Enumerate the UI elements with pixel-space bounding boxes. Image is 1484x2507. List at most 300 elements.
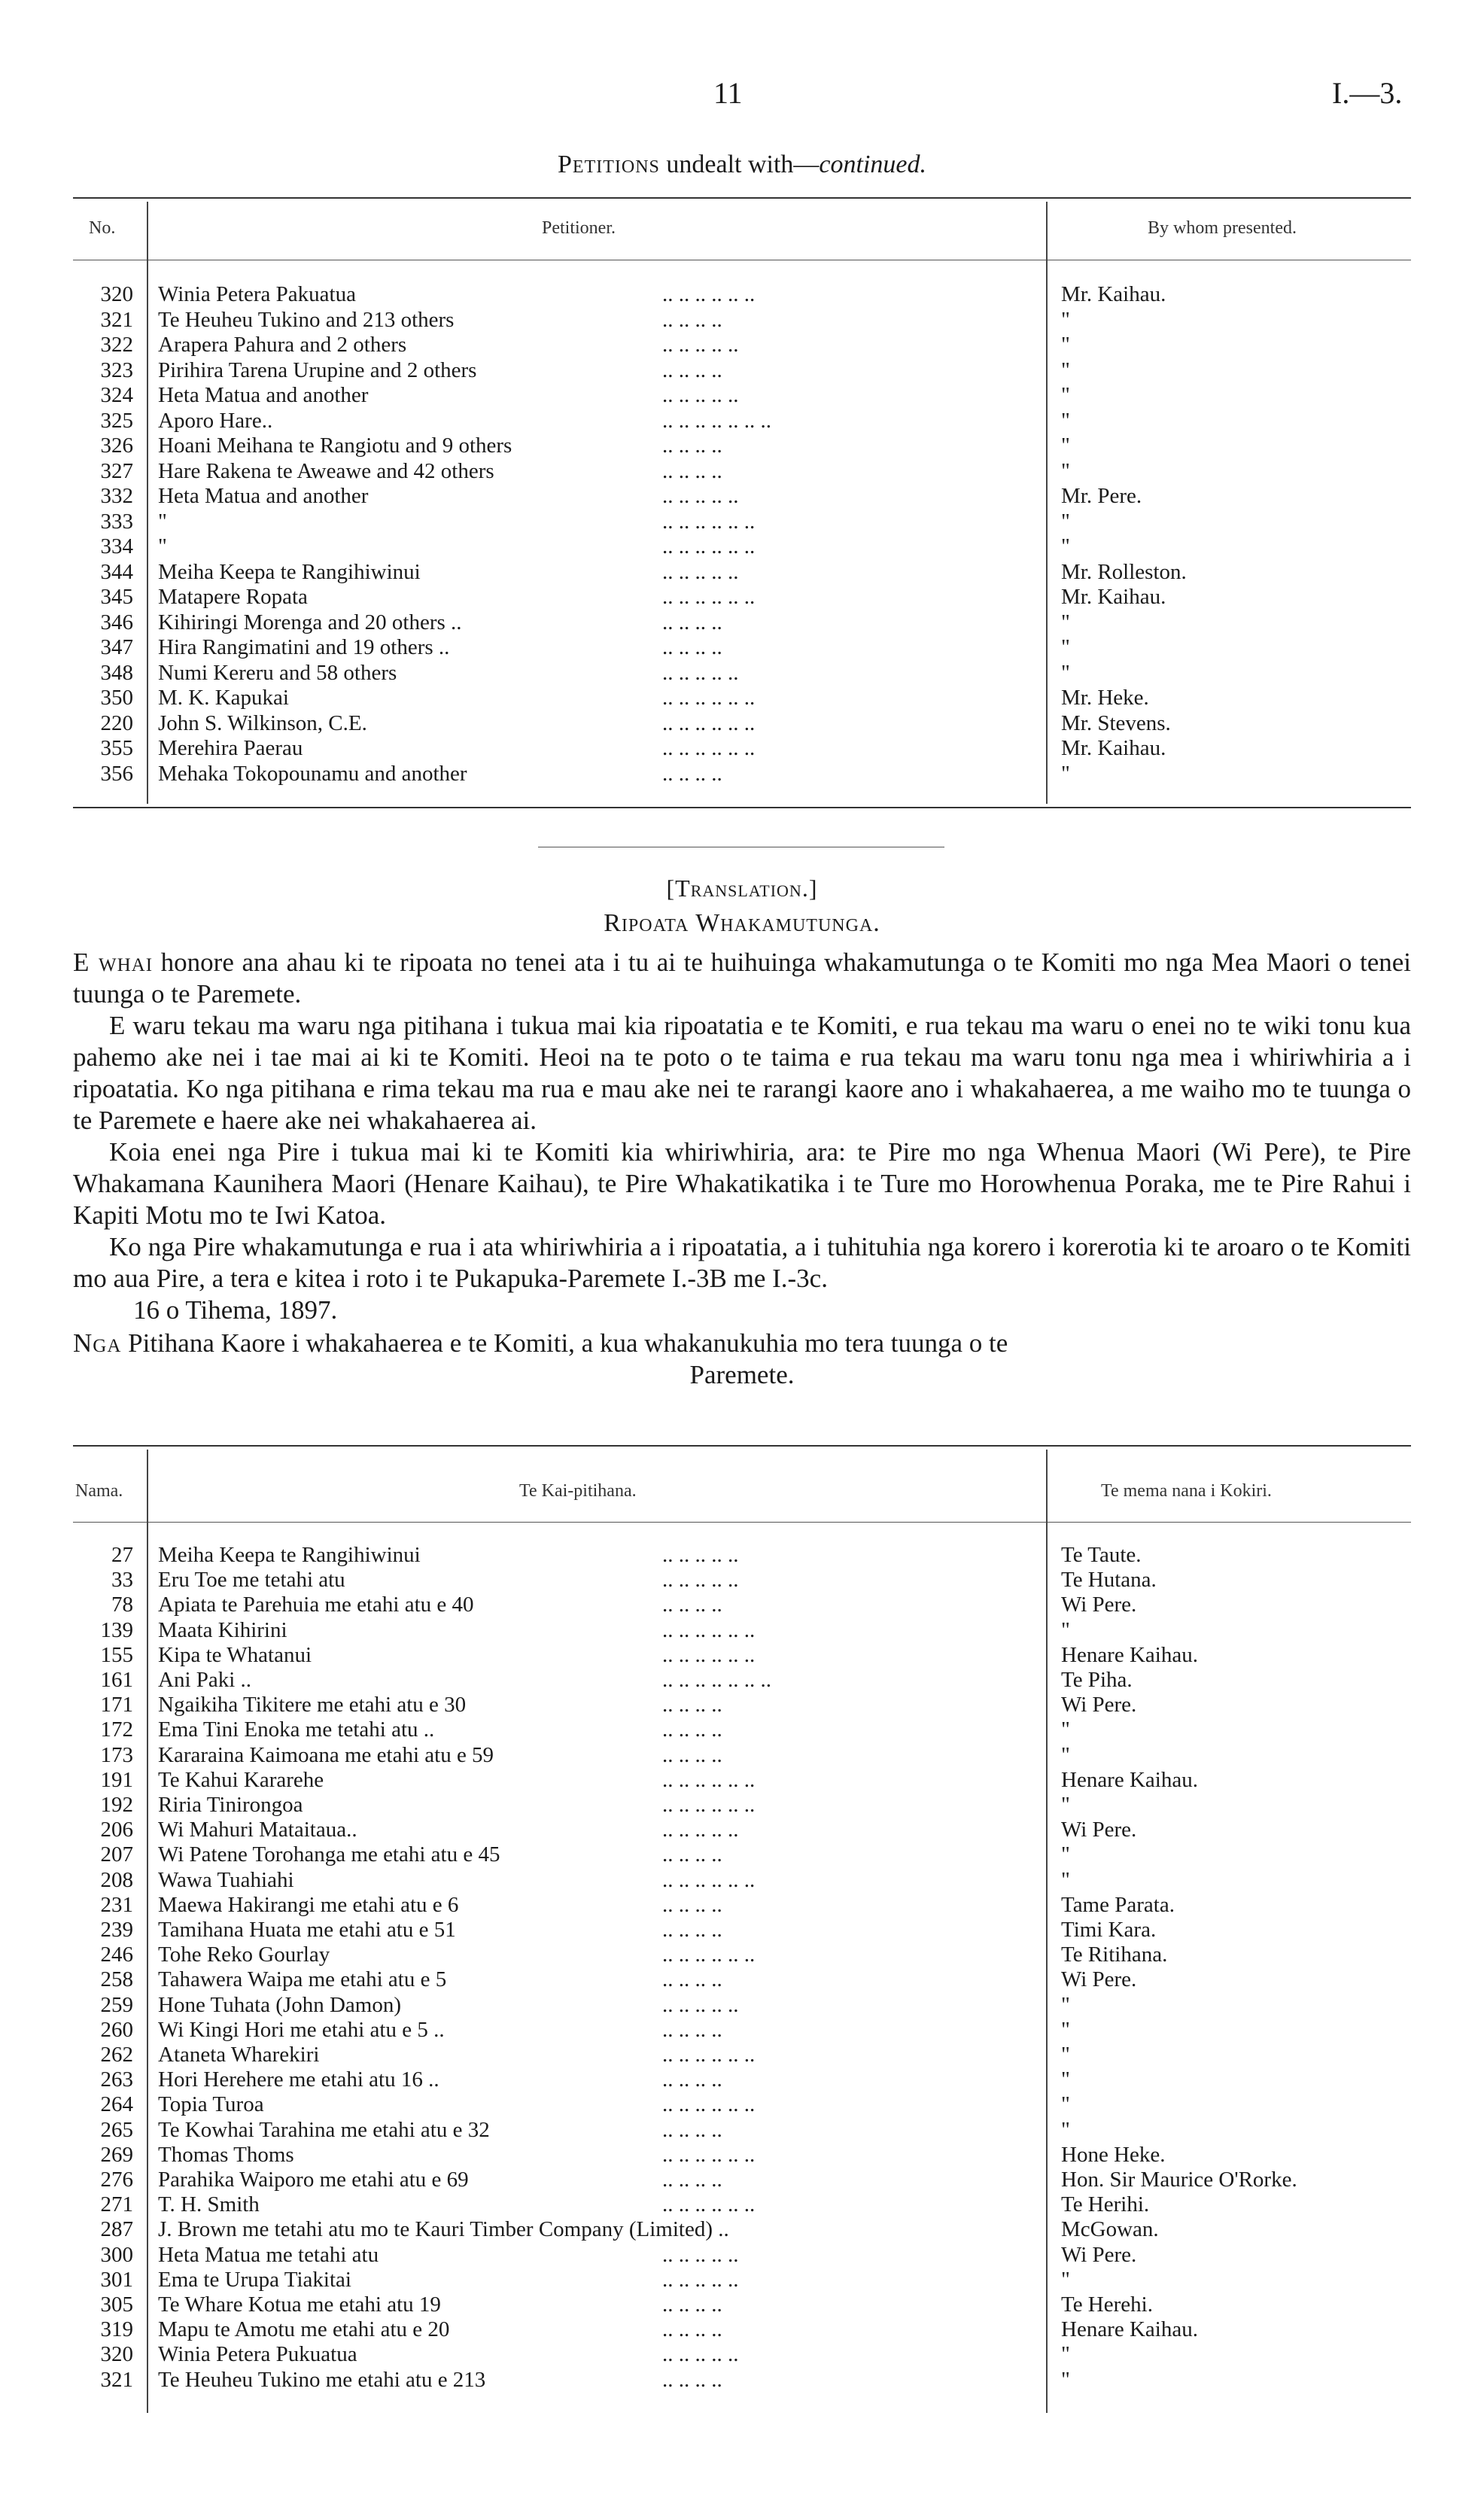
table2-cell-dots: .. .. .. .. <box>662 2168 722 2192</box>
table1-cell-no: 345 <box>100 585 133 609</box>
table1-row <box>0 358 1484 382</box>
table2-cell-by: Te Hutana. <box>1061 1568 1157 1593</box>
table1-row <box>0 282 1484 306</box>
table1-cell-no: 324 <box>100 383 133 407</box>
table2-cell-by: " <box>1061 1867 1070 1892</box>
table2-cell-by: Wi Pere. <box>1061 1818 1137 1842</box>
table2-cell-name: Kararaina Kaimoana me etahi atu e 59 <box>158 1742 494 1767</box>
report-paragraph-1-text: honore ana ahau ki te ripoata no tenei ata i tu ai te huihuinga whakamutunga o te Komiti mo nga Mea Maori o tenei tuunga o te Paremete. <box>73 948 1411 1009</box>
table2-cell-dots: .. .. .. .. .. <box>662 1818 739 1842</box>
table2-cell-no: 33 <box>111 1568 133 1593</box>
table1-cell-dots: .. .. .. .. .. <box>662 333 739 357</box>
table1-cell-no: 333 <box>100 509 133 534</box>
table2-cell-no: 265 <box>100 2117 133 2142</box>
table1-cell-name: " <box>158 509 167 534</box>
table1-cell-dots: .. .. .. .. <box>662 635 722 659</box>
table2-cell-no: 208 <box>100 1867 133 1892</box>
table2-cell-dots: .. .. .. .. .. <box>662 2267 739 2292</box>
table2-row <box>0 2143 1484 2167</box>
table2-cell-name: Eru Toe me tetahi atu <box>158 1568 345 1593</box>
table2-cell-by: " <box>1061 1617 1070 1642</box>
table2-cell-name: Meiha Keepa te Rangihiwinui <box>158 1543 421 1567</box>
table2-cell-dots: .. .. .. .. .. <box>662 2242 739 2267</box>
table1-cell-name: Te Heuheu Tukino and 213 others <box>158 307 455 332</box>
table2-cell-no: 319 <box>100 2317 133 2342</box>
table2-cell-dots: .. .. .. .. .. .. <box>662 2142 756 2167</box>
table2-row <box>0 1893 1484 1917</box>
table1-row <box>0 534 1484 558</box>
table2-cell-dots: .. .. .. .. .. .. .. <box>662 1668 771 1692</box>
table1-row <box>0 383 1484 407</box>
table1-cell-by: Mr. Pere. <box>1061 484 1142 508</box>
table2-row <box>0 2118 1484 2142</box>
table2-cell-name: Hone Tuhata (John Damon) <box>158 1992 402 2017</box>
table2-cell-by: " <box>1061 2017 1070 2042</box>
table1-cell-name: Pirihira Tarena Urupine and 2 others <box>158 357 477 382</box>
table2-cell-no: 155 <box>100 1642 133 1667</box>
table2-cell-by: " <box>1061 2267 1070 2292</box>
table2-cell-dots: .. .. .. .. .. <box>662 1992 739 2017</box>
table2-cell-by: Hone Heke. <box>1061 2142 1166 2167</box>
table2-cell-by: " <box>1061 2043 1070 2067</box>
report-paragraph-2: E waru tekau ma waru nga pitihana i tukua mai kia ripoatatia e te Komiti, e rua tekau ma waru o enei no te wiki tonu kua pahemo ake nei i tae mai ai ki te Komiti. Heoi na te poto o te taima e rua tekau ma waru tonu nga mea i whiriwhiria a i ripoatatia. Ko nga pitihana e rima tekau ma rua e mau ake nei te rarangi kaore ano i whakahaerea, a me waiho mo te tuunga o te Paremete e haere ake nei whakahaerea ai. <box>73 1011 1411 1135</box>
table1-cell-name: Merehira Paerau <box>158 736 303 760</box>
table2-cell-dots: .. .. .. .. .. .. <box>662 1793 756 1817</box>
table2-cell-dots: .. .. .. .. .. .. <box>662 1867 756 1892</box>
table2-cell-dots: .. .. .. .. <box>662 2117 722 2142</box>
table2-cell-name: Wawa Tuahiahi <box>158 1867 294 1892</box>
table2-cell-by: " <box>1061 2342 1070 2367</box>
table2-row <box>0 2168 1484 2192</box>
table2-cell-dots: .. .. .. .. <box>662 1593 722 1617</box>
table2-cell-name: Maata Kihirini <box>158 1617 287 1642</box>
report-body <box>73 947 1411 1391</box>
table2-cell-name: Kipa te Whatanui <box>158 1642 312 1667</box>
table2-row <box>0 1967 1484 1991</box>
page-number: 11 <box>713 76 743 110</box>
table1-row <box>0 762 1484 786</box>
table2-cell-no: 139 <box>100 1617 133 1642</box>
table1-row <box>0 434 1484 458</box>
table1-cell-by: " <box>1061 660 1070 685</box>
table1-cell-name: " <box>158 534 167 558</box>
table2-cell-no: 263 <box>100 2067 133 2092</box>
table1-row <box>0 610 1484 634</box>
table2-cell-by: Timi Kara. <box>1061 1918 1157 1942</box>
table1-cell-dots: .. .. .. .. .. .. <box>662 710 756 735</box>
table2-cell-by: " <box>1061 2367 1070 2392</box>
table2-cell-name: Winia Petera Pukuatua <box>158 2342 357 2367</box>
table2-cell-name: Parahika Waiporo me etahi atu e 69 <box>158 2168 469 2192</box>
table1-cell-dots: .. .. .. .. .. <box>662 660 739 685</box>
table1-row <box>0 333 1484 357</box>
table2-cell-no: 276 <box>100 2168 133 2192</box>
table1-cell-no: 334 <box>100 534 133 558</box>
table1-cell-no: 323 <box>100 357 133 382</box>
table2-cell-name: Heta Matua me tetahi atu <box>158 2242 379 2267</box>
table1-cell-no: 348 <box>100 660 133 685</box>
table2-row <box>0 1918 1484 1942</box>
table2-cell-no: 191 <box>100 1767 133 1792</box>
table1-cell-no: 350 <box>100 686 133 710</box>
table2-header-presented: Te mema nana i Kokiri. <box>1101 1481 1272 1501</box>
table2-cell-name: Ngaikiha Tikitere me etahi atu e 30 <box>158 1693 467 1717</box>
report-heading <box>0 909 1484 938</box>
table2-row <box>0 1643 1484 1667</box>
table1-cell-no: 344 <box>100 559 133 584</box>
table2-cell-name: Wi Patene Torohanga me etahi atu e 45 <box>158 1842 500 1867</box>
table2-cell-name: Topia Turoa <box>158 2092 264 2117</box>
table1-cell-dots: .. .. .. .. <box>662 761 722 786</box>
table2-cell-dots: .. .. .. .. <box>662 2293 722 2317</box>
table1-cell-by: " <box>1061 383 1070 407</box>
table1-row <box>0 459 1484 483</box>
table1-row <box>0 409 1484 433</box>
table2-cell-no: 78 <box>111 1593 133 1617</box>
table2-cell-name: Tamihana Huata me etahi atu e 51 <box>158 1918 456 1942</box>
table1-cell-no: 356 <box>100 761 133 786</box>
table2-cell-no: 269 <box>100 2142 133 2167</box>
table2-cell-by: Tame Parata. <box>1061 1892 1175 1917</box>
table2-row <box>0 1943 1484 1967</box>
table2-cell-no: 258 <box>100 1967 133 1992</box>
table2-cell-dots: .. .. .. .. <box>662 1892 722 1917</box>
table2-row <box>0 2192 1484 2216</box>
table1-cell-by: Mr. Kaihau. <box>1061 282 1166 306</box>
table2-cell-by: Henare Kaihau. <box>1061 2317 1198 2342</box>
table1-cell-dots: .. .. .. .. .. .. <box>662 585 756 609</box>
table1-row <box>0 510 1484 534</box>
table1-row <box>0 736 1484 760</box>
table2-cell-name: Tohe Reko Gourlay <box>158 1943 330 1967</box>
table2-row <box>0 2217 1484 2241</box>
table2-row <box>0 1693 1484 1717</box>
table2-cell-name: Hori Herehere me etahi atu 16 .. <box>158 2067 439 2092</box>
table1-cell-by: " <box>1061 534 1070 558</box>
table2-cell-name: Ani Paki .. <box>158 1668 252 1692</box>
table1-cell-by: " <box>1061 408 1070 433</box>
table2-cell-name: Tahawera Waipa me etahi atu e 5 <box>158 1967 447 1992</box>
table2-cell-name: Ema Tini Enoka me tetahi atu .. <box>158 1717 435 1742</box>
table1-cell-by: Mr. Kaihau. <box>1061 736 1166 760</box>
table2-cell-no: 173 <box>100 1742 133 1767</box>
table1-cell-name: Hoani Meihana te Rangiotu and 9 others <box>158 434 512 458</box>
table2-cell-name: Ema te Urupa Tiakitai <box>158 2267 351 2292</box>
table2-header-rule <box>73 1522 1411 1523</box>
table2-cell-dots: .. .. .. .. <box>662 1717 722 1742</box>
table2-row <box>0 2243 1484 2267</box>
table1-cell-by: " <box>1061 357 1070 382</box>
table1-bottom-rule <box>73 807 1411 808</box>
table2-cell-dots: .. .. .. .. .. <box>662 2342 739 2367</box>
table1-cell-name: Hare Rakena te Aweawe and 42 others <box>158 458 494 483</box>
table2-cell-by: " <box>1061 1842 1070 1867</box>
table1-cell-no: 355 <box>100 736 133 760</box>
table2-cell-no: 264 <box>100 2092 133 2117</box>
table1-row <box>0 661 1484 685</box>
table1-cell-by: " <box>1061 333 1070 357</box>
table2-cell-dots: .. .. .. .. <box>662 1918 722 1942</box>
table2-cell-no: 301 <box>100 2267 133 2292</box>
table1-title <box>0 151 1484 179</box>
table2-cell-by: Henare Kaihau. <box>1061 1642 1198 1667</box>
table1-header-presented: By whom presented. <box>1148 218 1297 238</box>
report-paragraph-3: Koia enei nga Pire i tukua mai ki te Komiti kia whiriwhiria, ara: te Pire mo nga Whenua Maori (Wi Pere), te Pire Whakamana Kaunihera Maori (Henare Kaihau), te Pire Whakatikatika i te Ture mo Horowhenua Poraka, me te Pire Rahui i Kapiti Motu mo te Iwi Katoa. <box>73 1137 1411 1230</box>
table2-intro-cont: Paremete. <box>689 1360 795 1389</box>
table2-cell-dots: .. .. .. .. <box>662 1693 722 1717</box>
table1-cell-dots: .. .. .. .. <box>662 307 722 332</box>
table2-cell-dots: .. .. .. .. <box>662 2317 722 2342</box>
table1-cell-by: Mr. Heke. <box>1061 686 1149 710</box>
table2-cell-no: 246 <box>100 1943 133 1967</box>
table1-cell-dots: .. .. .. .. <box>662 357 722 382</box>
table2-row <box>0 1768 1484 1792</box>
table2-cell-name: Wi Mahuri Mataitaua.. <box>158 1818 357 1842</box>
table2-cell-by: Henare Kaihau. <box>1061 1767 1198 1792</box>
table2-cell-by: McGowan. <box>1061 2217 1159 2242</box>
table2-cell-name: Te Kahui Kararehe <box>158 1767 324 1792</box>
table2-cell-by: " <box>1061 2117 1070 2142</box>
table1-cell-no: 220 <box>100 710 133 735</box>
table2-cell-by: Wi Pere. <box>1061 2242 1137 2267</box>
table2-cell-no: 231 <box>100 1892 133 1917</box>
table1-title-caps: Petitions <box>558 151 660 178</box>
table1-cell-dots: .. .. .. .. .. <box>662 559 739 584</box>
table2-cell-by: " <box>1061 1992 1070 2017</box>
table1-cell-by: Mr. Stevens. <box>1061 710 1171 735</box>
table1-cell-dots: .. .. .. .. .. <box>662 484 739 508</box>
table1-cell-name: M. K. Kapukai <box>158 686 289 710</box>
table2-cell-by: Wi Pere. <box>1061 1693 1137 1717</box>
table1-row <box>0 585 1484 609</box>
table2-cell-by: Hon. Sir Maurice O'Rorke. <box>1061 2168 1297 2192</box>
table1-title-italic: continued. <box>819 151 926 178</box>
table1-cell-name: Winia Petera Pakuatua <box>158 282 356 306</box>
table2-header-no: Nama. <box>75 1481 123 1501</box>
translation-label-text: [Translation.] <box>666 875 818 902</box>
table2-cell-by: Wi Pere. <box>1061 1967 1137 1992</box>
table1-cell-name: Heta Matua and another <box>158 484 369 508</box>
table2-row <box>0 2342 1484 2366</box>
table1-cell-name: Numi Kereru and 58 others <box>158 660 397 685</box>
table1-cell-no: 332 <box>100 484 133 508</box>
table2-row <box>0 2368 1484 2392</box>
table2-cell-dots: .. .. .. .. .. .. <box>662 2043 756 2067</box>
table2-intro <box>73 1328 1411 1359</box>
table2-cell-no: 172 <box>100 1717 133 1742</box>
table2-row <box>0 2317 1484 2341</box>
table1-cell-no: 346 <box>100 610 133 634</box>
table1-cell-name: Matapere Ropata <box>158 585 308 609</box>
table2-row <box>0 1568 1484 1592</box>
table2-cell-dots: .. .. .. .. <box>662 1967 722 1992</box>
table1-row <box>0 308 1484 332</box>
table1-cell-by: " <box>1061 458 1070 483</box>
table1-cell-dots: .. .. .. .. .. .. <box>662 509 756 534</box>
table1-cell-no: 347 <box>100 635 133 659</box>
table2-cell-no: 262 <box>100 2043 133 2067</box>
table2-row <box>0 1842 1484 1867</box>
table2-cell-no: 260 <box>100 2017 133 2042</box>
table2-row <box>0 2293 1484 2317</box>
table2-cell-name: Te Kowhai Tarahina me etahi atu e 32 <box>158 2117 490 2142</box>
table2-cell-no: 259 <box>100 1992 133 2017</box>
table1-cell-dots: .. .. .. .. .. .. .. <box>662 408 771 433</box>
table1-cell-dots: .. .. .. .. <box>662 610 722 634</box>
table2-cell-dots: .. .. .. .. <box>662 2367 722 2392</box>
table2-row <box>0 2043 1484 2067</box>
table1-cell-no: 326 <box>100 434 133 458</box>
table2-row <box>0 1818 1484 1842</box>
table1-cell-name: Aporo Hare.. <box>158 408 273 433</box>
table1-cell-by: " <box>1061 307 1070 332</box>
table1-cell-name: Arapera Pahura and 2 others <box>158 333 407 357</box>
table2-cell-dots: .. .. .. .. <box>662 1842 722 1867</box>
table2-cell-no: 161 <box>100 1668 133 1692</box>
table2-cell-by: Te Ritihana. <box>1061 1943 1168 1967</box>
table2-cell-no: 300 <box>100 2242 133 2267</box>
table1-top-rule <box>73 197 1411 199</box>
table2-cell-name: J. Brown me tetahi atu mo te Kauri Timber Company (Limited) .. <box>158 2217 729 2242</box>
table2-row <box>0 1793 1484 1817</box>
table1-cell-by: " <box>1061 509 1070 534</box>
table2-cell-dots: .. .. .. .. <box>662 2017 722 2042</box>
table2-cell-dots: .. .. .. .. .. <box>662 1568 739 1593</box>
table2-cell-name: Maewa Hakirangi me etahi atu e 6 <box>158 1892 459 1917</box>
table1-cell-no: 322 <box>100 333 133 357</box>
report-heading-text: Ripoata Whakamutunga. <box>604 909 880 937</box>
table1-cell-name: Heta Matua and another <box>158 383 369 407</box>
table1-header-no: No. <box>89 218 116 238</box>
table2-row <box>0 2067 1484 2092</box>
table2-row <box>0 1717 1484 1742</box>
table1-row <box>0 484 1484 508</box>
table2-cell-no: 287 <box>100 2217 133 2242</box>
document-reference: I.—3. <box>1332 76 1403 110</box>
table2-row <box>0 1618 1484 1642</box>
table2-row <box>0 1993 1484 2017</box>
table1-row <box>0 686 1484 710</box>
table2-cell-by: Te Taute. <box>1061 1543 1142 1567</box>
table2-cell-dots: .. .. .. .. <box>662 2067 722 2092</box>
table2-cell-name: Apiata te Parehuia me etahi atu e 40 <box>158 1593 474 1617</box>
table2-cell-by: " <box>1061 2092 1070 2117</box>
table2-cell-by: " <box>1061 2067 1070 2092</box>
table1-cell-dots: .. .. .. .. .. .. <box>662 736 756 760</box>
table2-row <box>0 1868 1484 1892</box>
table1-cell-name: Meiha Keepa te Rangihiwinui <box>158 559 421 584</box>
table2-cell-no: 239 <box>100 1918 133 1942</box>
table2-cell-by: Te Piha. <box>1061 1668 1133 1692</box>
table1-cell-dots: .. .. .. .. <box>662 458 722 483</box>
table2-cell-dots: .. .. .. .. .. .. <box>662 1767 756 1792</box>
table2-cell-no: 305 <box>100 2293 133 2317</box>
table1-cell-dots: .. .. .. .. .. .. <box>662 534 756 558</box>
report-paragraph-1 <box>73 947 1411 1010</box>
table1-cell-dots: .. .. .. .. .. <box>662 383 739 407</box>
table2-row <box>0 2268 1484 2292</box>
table2-top-rule <box>73 1445 1411 1447</box>
table2-cell-dots: .. .. .. .. .. .. <box>662 2192 756 2217</box>
table1-cell-no: 325 <box>100 408 133 433</box>
table1-row <box>0 711 1484 735</box>
table2-intro-text: Pitihana Kaore i whakahaerea e te Komiti, a kua whakanukuhia mo tera tuunga o te <box>121 1328 1008 1358</box>
table1-header-petitioner: Petitioner. <box>542 218 616 238</box>
table2-cell-no: 171 <box>100 1693 133 1717</box>
table2-row <box>0 1593 1484 1617</box>
table1-cell-by: " <box>1061 434 1070 458</box>
table2-cell-no: 192 <box>100 1793 133 1817</box>
table2-cell-by: Te Herehi. <box>1061 2293 1153 2317</box>
table2-cell-no: 271 <box>100 2192 133 2217</box>
table1-row <box>0 560 1484 584</box>
table1-cell-name: Hira Rangimatini and 19 others .. <box>158 635 450 659</box>
table1-cell-by: Mr. Kaihau. <box>1061 585 1166 609</box>
table2-cell-by: " <box>1061 1793 1070 1817</box>
table2-cell-by: Wi Pere. <box>1061 1593 1137 1617</box>
table2-row <box>0 1743 1484 1767</box>
table2-cell-no: 320 <box>100 2342 133 2367</box>
table1-cell-no: 320 <box>100 282 133 306</box>
table2-cell-dots: .. .. .. .. .. .. <box>662 1617 756 1642</box>
table1-cell-by: " <box>1061 610 1070 634</box>
table1-cell-name: Mehaka Tokopounamu and another <box>158 761 467 786</box>
table2-row <box>0 1543 1484 1567</box>
table1-cell-dots: .. .. .. .. .. .. <box>662 282 756 306</box>
table1-cell-name: Kihiringi Morenga and 20 others .. <box>158 610 462 634</box>
table2-cell-by: " <box>1061 1717 1070 1742</box>
table2-cell-dots: .. .. .. .. .. <box>662 1543 739 1567</box>
table2-row <box>0 1668 1484 1692</box>
table1-cell-no: 321 <box>100 307 133 332</box>
table2-cell-no: 207 <box>100 1842 133 1867</box>
table2-header-petitioner: Te Kai-pitihana. <box>519 1481 637 1501</box>
table1-cell-by: " <box>1061 761 1070 786</box>
table2-cell-name: Mapu te Amotu me etahi atu e 20 <box>158 2317 450 2342</box>
table2-cell-by: " <box>1061 1742 1070 1767</box>
table1-cell-dots: .. .. .. .. <box>662 434 722 458</box>
table2-cell-dots: .. .. .. .. .. .. <box>662 2092 756 2117</box>
table1-cell-by: " <box>1061 635 1070 659</box>
table2-cell-name: Wi Kingi Hori me etahi atu e 5 .. <box>158 2017 445 2042</box>
table1-cell-no: 327 <box>100 458 133 483</box>
table2-cell-dots: .. .. .. .. .. .. <box>662 1943 756 1967</box>
table1-cell-name: John S. Wilkinson, C.E. <box>158 710 367 735</box>
translation-label <box>0 875 1484 902</box>
report-paragraph-4: Ko nga Pire whakamutunga e rua i ata whiriwhiria a i ripoatatia, a i tuhituhia nga korero i korerotia ki te aroaro o te Komiti mo aua Pire, a tera e kitea i roto i te Pukapuka-Paremete I.-3B me I.-3c. <box>73 1232 1411 1293</box>
table1-cell-by: Mr. Rolleston. <box>1061 559 1187 584</box>
table2-cell-dots: .. .. .. .. <box>662 1742 722 1767</box>
table2-cell-no: 321 <box>100 2367 133 2392</box>
table2-cell-name: Thomas Thoms <box>158 2142 294 2167</box>
table2-cell-no: 206 <box>100 1818 133 1842</box>
table1-title-rest: undealt with— <box>659 151 820 178</box>
table2-cell-dots: .. .. .. .. .. .. <box>662 1642 756 1667</box>
table1-cell-dots: .. .. .. .. .. .. <box>662 686 756 710</box>
table2-cell-no: 27 <box>111 1543 133 1567</box>
table2-cell-name: Riria Tinirongoa <box>158 1793 303 1817</box>
table2-cell-by: Te Herihi. <box>1061 2192 1150 2217</box>
table2-intro-lead: Nga <box>73 1328 122 1358</box>
table2-cell-name: Te Whare Kotua me etahi atu 19 <box>158 2293 441 2317</box>
table2-row <box>0 2018 1484 2042</box>
table1-row <box>0 635 1484 659</box>
report-date: 16 o Tihema, 1897. <box>133 1295 338 1325</box>
report-paragraph-1-lead: E whai <box>73 948 154 977</box>
table2-cell-name: T. H. Smith <box>158 2192 260 2217</box>
table2-cell-name: Te Heuheu Tukino me etahi atu e 213 <box>158 2367 486 2392</box>
table2-cell-name: Ataneta Wharekiri <box>158 2043 320 2067</box>
